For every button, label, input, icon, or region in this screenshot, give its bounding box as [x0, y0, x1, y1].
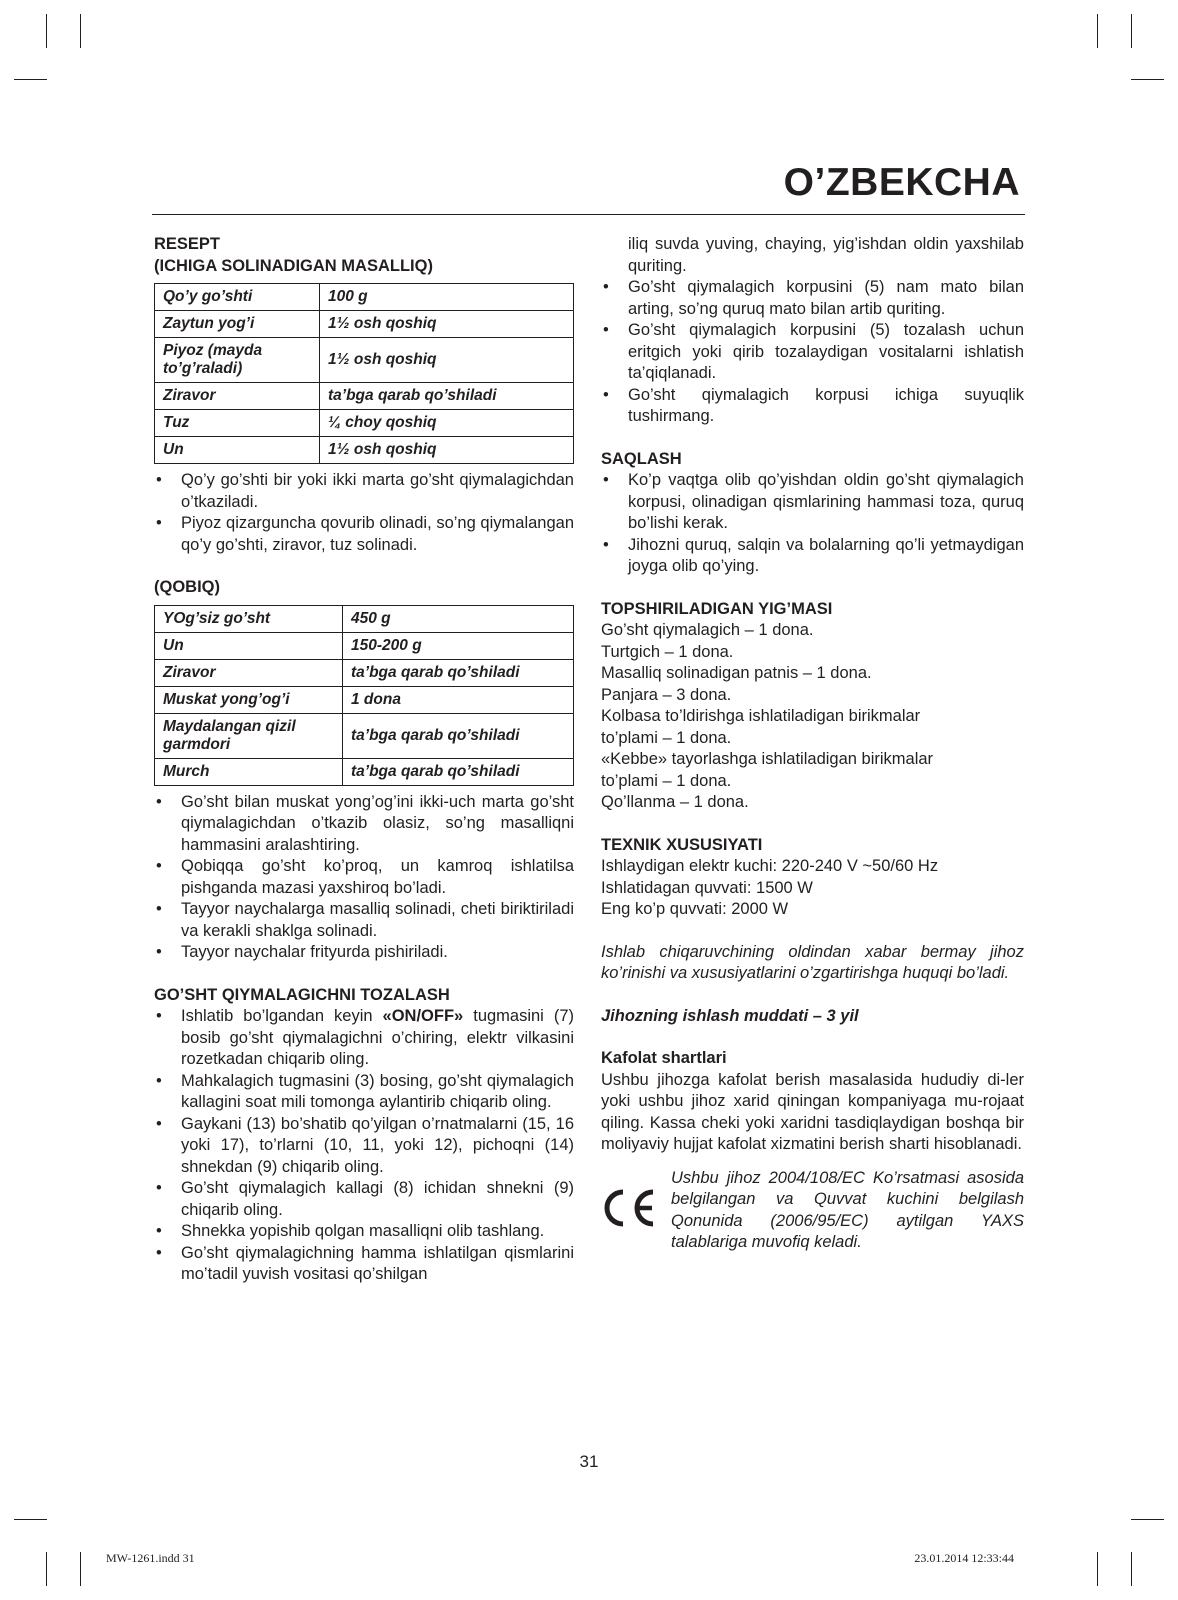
- list-item: [154, 1006, 574, 1071]
- text-line: Eng ko’p quvvati: 2000 W: [601, 900, 789, 918]
- ingredient-amount: ta’bga qarab qo’shiladi: [343, 659, 574, 686]
- table-row: [155, 284, 574, 311]
- list-item: • Go’sht qiymalagich korpusi ichiga suyuqlik tushirmang.: [601, 385, 1024, 428]
- text-line: Go’sht qiymalagich – 1 dona.: [601, 621, 814, 639]
- list-item: • Go’sht qiymalagich korpusini (5) nam mato bilan arting, so’ng quruq mato bilan artib quriting.: [601, 277, 1024, 320]
- ingredient-name: Murch: [155, 758, 343, 785]
- recipe-subtitle: (ICHIGA SOLINADIGAN MASALLIQ): [154, 256, 433, 275]
- crop-mark: [1131, 79, 1164, 80]
- table-row: [155, 713, 574, 758]
- contents-list: [601, 620, 1024, 814]
- shell-ingredients-table: [154, 605, 574, 786]
- ingredient-amount: 100 g: [320, 284, 574, 311]
- ingredient-amount: 1 dona: [343, 686, 574, 713]
- step-text: Ishlatib bo’lgandan keyin: [181, 1007, 383, 1025]
- right-column: [601, 234, 1024, 1254]
- crop-mark: [1097, 14, 1098, 48]
- ingredient-amount: 1½ osh qoshiq: [320, 437, 574, 464]
- ce-text: Ushbu jihoz 2004/108/EC Ko’rsatmasi asosida belgilangan va Quvvat kuchini belgilash Qonunida (2006/95/EC) aytilgan YAXS talablariga muvofiq keladi.: [671, 1168, 1024, 1251]
- ingredient-name: Maydalangan qizil garmdori: [155, 713, 343, 758]
- text-line: Turtgich – 1 dona.: [601, 642, 734, 661]
- filling-ingredients-table: [154, 283, 574, 464]
- crop-mark: [14, 79, 47, 80]
- text-line: to’plami – 1 dona.: [601, 771, 732, 790]
- ingredient-amount: 150-200 g: [343, 632, 574, 659]
- table-row: [155, 311, 574, 338]
- text-line: Masalliq solinadigan patnis – 1 dona.: [601, 664, 872, 682]
- text-line: to’plami – 1 dona.: [601, 728, 732, 747]
- list-item: • Piyoz qizarguncha qovurib olinadi, so’ng qiymalangan qo’y go’shti, ziravor, tuz solinadi.: [154, 513, 574, 556]
- list-item: • Ko’p vaqtga olib qo’yishdan oldin go’sht qiymalagich korpusi, olinadigan qismlarining hammasi toza, quruq bo’lishi kerak.: [601, 470, 1024, 535]
- table-row: [155, 410, 574, 437]
- table-row: [155, 605, 574, 632]
- ingredient-name: YOg’siz go’sht: [155, 605, 343, 632]
- ce-mark-icon: [601, 1188, 657, 1228]
- ce-compliance: [601, 1168, 1024, 1254]
- step-text: tugmasini (7) bosib go’sht qiymalagichni o’chiring, elektr vilkasini rozetkadan chiqarib oling.: [181, 1007, 575, 1068]
- table-row: [155, 758, 574, 785]
- ingredient-amount: 450 g: [343, 605, 574, 632]
- crop-mark: [14, 1519, 47, 1520]
- ingredient-name: Tuz: [155, 410, 320, 437]
- filling-steps: [154, 470, 574, 556]
- table-row: [155, 632, 574, 659]
- ingredient-amount: ta’bga qarab qo’shiladi: [343, 713, 574, 758]
- ingredient-amount: 1½ osh qoshiq: [320, 311, 574, 338]
- storage-steps: [601, 470, 1024, 578]
- list-item: • Qobiqqa go’sht ko’proq, un kamroq ishlatilsa pishganda mazasi yaxshiroq bo’ladi.: [154, 856, 574, 899]
- specs-list: [601, 856, 1024, 921]
- text-line: Kolbasa to’ldirishga ishlatiladigan birikmalar: [601, 707, 921, 725]
- warranty-title: Kafolat shartlari: [601, 1049, 727, 1067]
- crop-mark: [46, 14, 47, 48]
- list-item: • Mahkalagich tugmasini (3) bosing, go’sht qiymalagich kallagini soat mili tomonga aylantirib chiqarib oling.: [154, 1071, 574, 1114]
- left-column: [154, 234, 574, 1286]
- text-line: Ishlaydigan elektr kuchi: 220-240 V ~50/60 Hz: [601, 857, 939, 875]
- table-row: [155, 437, 574, 464]
- list-item: • Jihozni quruq, salqin va bolalarning qo’li yetmaydigan joyga olib qo’ying.: [601, 535, 1024, 578]
- table-row: [155, 383, 574, 410]
- table-row: [155, 686, 574, 713]
- list-item: • Go’sht qiymalagich kallagi (8) ichidan shnekni (9) chiqarib oling.: [154, 1178, 574, 1221]
- ingredient-name: Un: [155, 632, 343, 659]
- storage-title: SAQLASH: [601, 449, 682, 468]
- cleaning-steps-continued: [601, 234, 1024, 428]
- page-number: 31: [579, 1452, 599, 1471]
- manufacturer-note: Ishlab chiqaruvchining oldindan xabar bermay jihoz ko’rinishi va xususiyatlarini o’zgartirishga huquqi bo’ladi.: [601, 942, 1024, 982]
- specs-title: TEXNIK XUSUSIYATI: [601, 835, 763, 854]
- table-row: [155, 338, 574, 383]
- cleaning-title: GO’SHT QIYMALAGICHNI TOZALASH: [154, 985, 450, 1004]
- title-divider: [152, 214, 1025, 215]
- cleaning-steps: [154, 1006, 574, 1286]
- slug-datetime: 23.01.2014 12:33:44: [914, 1551, 1014, 1565]
- list-item: • Go’sht qiymalagichning hamma ishlatilgan qismlarini mo’tadil yuvish vositasi qo’shilgan: [154, 1243, 574, 1286]
- text-line: Panjara – 3 dona.: [601, 685, 732, 704]
- ingredient-name: Piyoz (mayda to’g’raladi): [155, 338, 320, 383]
- crop-mark: [1131, 14, 1132, 48]
- on-off-label: «ON/OFF»: [382, 1007, 464, 1025]
- recipe-title: RESEPT: [154, 235, 221, 253]
- list-item: • Qo’y go’shti bir yoki ikki marta go’sht qiymalagichdan o’tkaziladi.: [154, 470, 574, 513]
- table-row: [155, 659, 574, 686]
- ingredient-name: Muskat yong’og’i: [155, 686, 343, 713]
- crop-mark: [80, 1552, 81, 1586]
- crop-mark: [1131, 1519, 1164, 1520]
- crop-mark: [46, 1552, 47, 1586]
- list-item: • Go’sht qiymalagich korpusini (5) tozalash uchun eritgich yoki qirib tozalaydigan vositalarni ishlatish ta’qiqlanadi.: [601, 320, 1024, 385]
- crop-mark: [1097, 1552, 1098, 1586]
- ingredient-name: Un: [155, 437, 320, 464]
- service-life: Jihozning ishlash muddati – 3 yil: [601, 1006, 859, 1025]
- language-title: O’ZBEKCHA: [783, 161, 1020, 204]
- shell-title: (QOBIQ): [154, 578, 220, 596]
- ingredient-name: Zaytun yog’i: [155, 311, 320, 338]
- list-item: • Tayyor naychalar frityurda pishiriladi.: [154, 942, 574, 964]
- ingredient-name: Ziravor: [155, 659, 343, 686]
- crop-mark: [80, 14, 81, 48]
- list-item: • Gaykani (13) bo’shatib qo’yilgan o’rnatmalarni (15, 16 yoki 17), to’rlarni (10, 11, yoki 12), pichoqni (14) shnekdan (9) chiqarib oling.: [154, 1114, 574, 1179]
- list-item: • Tayyor naychalarga masalliq solinadi, cheti biriktiriladi va kerakli shaklga solinadi.: [154, 899, 574, 942]
- text-line: Ishlatidagan quvvati: 1500 W: [601, 878, 813, 897]
- list-item: iliq suvda yuving, chaying, yig’ishdan oldin yaxshilab quriting.: [628, 235, 1024, 275]
- list-item: • Shnekka yopishib qolgan masalliqni olib tashlang.: [154, 1221, 574, 1243]
- ingredient-amount: ta’bga qarab qo’shiladi: [320, 383, 574, 410]
- ingredient-amount: 1½ osh qoshiq: [320, 338, 574, 383]
- list-item: • Go’sht bilan muskat yong’og’ini ikki-uch marta go’sht qiymalagichdan o’tkazib olasiz, so’ng masalliqni hammasini aralashtiring.: [154, 792, 574, 857]
- contents-title: TOPSHIRILADIGAN YIG’MASI: [601, 599, 833, 618]
- text-line: «Kebbe» tayorlashga ishlatiladigan birikmalar: [601, 750, 934, 768]
- shell-steps: [154, 792, 574, 964]
- slug-file: MW-1261.indd 31: [106, 1551, 195, 1565]
- warranty-text: Ushbu jihozga kafolat berish masalasida hududiy di-ler yoki ushbu jihoz xarid qiningan kompaniyaga mu-rojaat qiling. Kassa cheki yoki xaridni tasdiqlaydigan boshqa bir moliyaviy hujjat kafolat xizmatini berish sharti hisoblanadi.: [601, 1070, 1024, 1153]
- ingredient-name: Qo’y go’shti: [155, 284, 320, 311]
- crop-mark: [1131, 1552, 1132, 1586]
- ingredient-name: Ziravor: [155, 383, 320, 410]
- ingredient-amount: ¼ choy qoshiq: [320, 410, 574, 437]
- text-line: Qo’llanma – 1 dona.: [601, 793, 749, 811]
- ingredient-amount: ta’bga qarab qo’shiladi: [343, 758, 574, 785]
